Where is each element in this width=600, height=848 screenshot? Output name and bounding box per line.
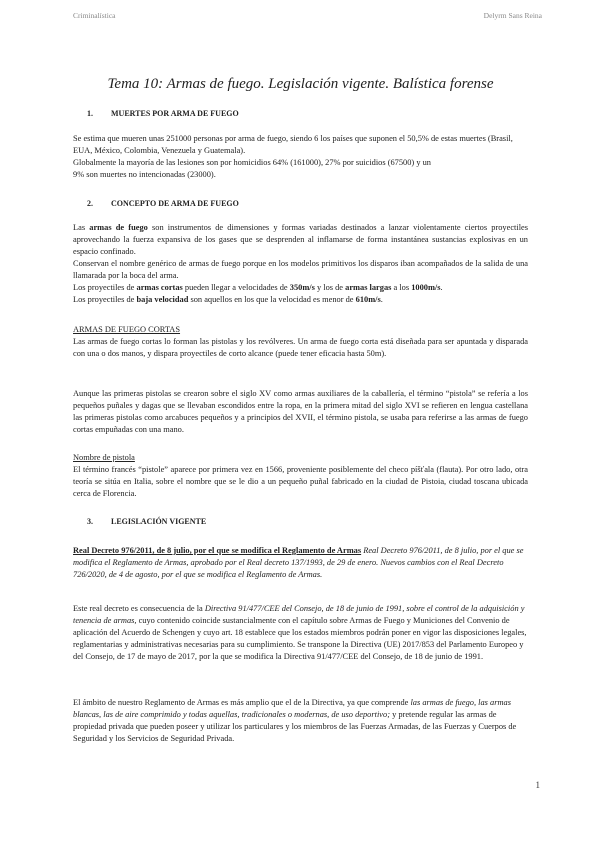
paragraph: 9% son muertes no intencionadas (23000). [73, 170, 216, 179]
section-2-heading [87, 198, 239, 210]
section-title: MUERTES POR ARMA DE FUEGO [111, 109, 239, 118]
text: . [380, 295, 383, 304]
text: Los proyectiles de [73, 283, 137, 292]
bold-term: baja velocidad [136, 295, 189, 304]
page-number: 1 [535, 780, 540, 790]
bold-term: armas de fuego [89, 223, 148, 232]
section-title: CONCEPTO DE ARMA DE FUEGO [111, 199, 239, 208]
text: son aquellos en los que la velocidad es menor de [188, 295, 356, 304]
bold-term: 1000m/s [411, 283, 441, 292]
section-number: 3. [87, 517, 93, 526]
document-title: Tema 10: Armas de fuego. Legislación vigente. Balística forense [107, 76, 494, 92]
bold-term: 350m/s [289, 283, 315, 292]
paragraph [73, 294, 528, 306]
text: Las [73, 223, 90, 232]
italic-text: las armas de fuego, las armas blancas, las de aire comprimido y todas aquellas, tradicionales o modernas, de uso deportivo; [73, 698, 511, 719]
paragraph [73, 603, 528, 663]
text: . [440, 283, 443, 292]
paragraph: Se estima que mueren unas 251000 personas por arma de fuego, siendo 6 los países que suponen el 50,5% de estas muertes (Brasil, EUA, México, Colombia, Venezuela y Guatemala). [73, 134, 513, 155]
italic-text: Directiva 91/477/CEE del Consejo, de 18 de junio de 1991, sobre el control de la adquisición y tenencia de armas, [73, 604, 525, 625]
bold-term: 610m/s [355, 295, 381, 304]
bold-term: armas cortas [136, 283, 183, 292]
subheading: ARMAS DE FUEGO CORTAS [73, 325, 181, 334]
paragraph: Aunque las primeras pistolas se crearon sobre el siglo XV como armas auxiliares de la caballería, el término “pistola” se refería a los pequeños puñales y dagas que se llevaban escondidos entre la ropa, en la primera mitad del siglo XVI se refieren en lengua castellana las primeras pistolas como arcabuces pequeños y a principios del XVII, el término pistola, se usaba para referirse a las armas de fuego cortas empuñadas con una mano. [73, 389, 528, 434]
paragraph [73, 545, 528, 581]
section-number: 1. [87, 109, 93, 118]
law-link[interactable]: Real Decreto 976/2011, de 8 julio, por el que se modifica el Reglamento de Armas [73, 546, 362, 555]
subheading: Nombre de pistola [73, 453, 135, 462]
text: a los [391, 283, 412, 292]
section-1-body [73, 133, 528, 181]
header-left: Criminalística [73, 11, 116, 20]
text: cuyo contenido coincide sustancialmente con el capítulo sobre Armas de Fuego y Municiones del Convenio de aplicación del Acuerdo de Schengen y cuyo art. 18 establece que los estados miembros podrán poner en vigor las disposiciones legales, reglamentarias y administrativas necesarias para su cumplimiento. Se transpone la Directiva (UE) 2017/853 del Parlamento Europeo y del Consejo, de 17 de mayo de 2017, por la que se modifica la Directiva 91/477/CEE del Consejo, de 18 de junio de 1991. [73, 616, 527, 661]
text: son instrumentos de dimensiones y formas variadas destinados a lanzar violentamente ciertos proyectiles aprovechando la fuerza expansiva de los gases que se desprenden al inflamarse de forma instantánea sustancias explosivas en un espacio confinado. [73, 223, 529, 256]
bold-term: armas largas [345, 283, 392, 292]
paragraph: Las armas de fuego cortas lo forman las pistolas y los revólveres. Un arma de fuego corta está diseñada para ser apuntada y disparada con una o dos manos, y dispara proyectiles de corto alcance (puede tener eficacia hasta 50m). [73, 337, 528, 358]
section-number: 2. [87, 199, 93, 208]
paragraph: Globalmente la mayoría de las lesiones son por homicidios 64% (161000), 27% por suicidios (67500) y un [73, 158, 431, 167]
section-2-body [73, 222, 528, 306]
text: El ámbito de nuestro Reglamento de Armas es más amplio que el de la Directiva, ya que comprende [73, 698, 411, 707]
header-right: Delyrm Sans Reina [483, 11, 542, 20]
paragraph [73, 697, 528, 745]
paragraph [73, 282, 528, 294]
section-1-heading [87, 108, 239, 120]
text: y los de [314, 283, 346, 292]
text: Real Decreto 976/2011, de 8 julio, por el que se modifica el Reglamento de Armas, aprobado por el Real decreto 137/1993, de 29 de enero. Nuevos cambios con el Real Decreto 726/2020, de 4 de agosto, por el que se modifica el Reglamento de Armas. [73, 546, 524, 579]
text: Los proyectiles de [73, 295, 137, 304]
paragraph [73, 222, 528, 258]
text: y pretende regular las armas de propiedad privada que pueden poseer y utilizar los particulares y los miembros de las Fuerzas Armadas, de las Fuerzas y Cuerpos de Seguridad y los Servicios de Seguridad Privada. [73, 710, 517, 743]
text: Este real decreto es consecuencia de la [73, 604, 205, 613]
paragraph: El término francés “pistole” aparece por primera vez en 1566, proveniente posiblemente del checo píšťala (flauta). Por otro lado, otra teoría se sitúa en Italia, sobre el nombre que se le dio a un pequeño puñal fabricado en la ciudad de Pistoia, ciudad toscana ubicada cerca de Florencia. [73, 465, 528, 498]
section-title: LEGISLACIÓN VIGENTE [111, 517, 207, 526]
section-3-heading [87, 516, 206, 528]
text: pueden llegar a velocidades de [182, 283, 290, 292]
paragraph: Conservan el nombre genérico de armas de fuego porque en los modelos primitivos los disparos iban acompañados de la salida de una llamarada por la boca del arma. [73, 259, 528, 280]
